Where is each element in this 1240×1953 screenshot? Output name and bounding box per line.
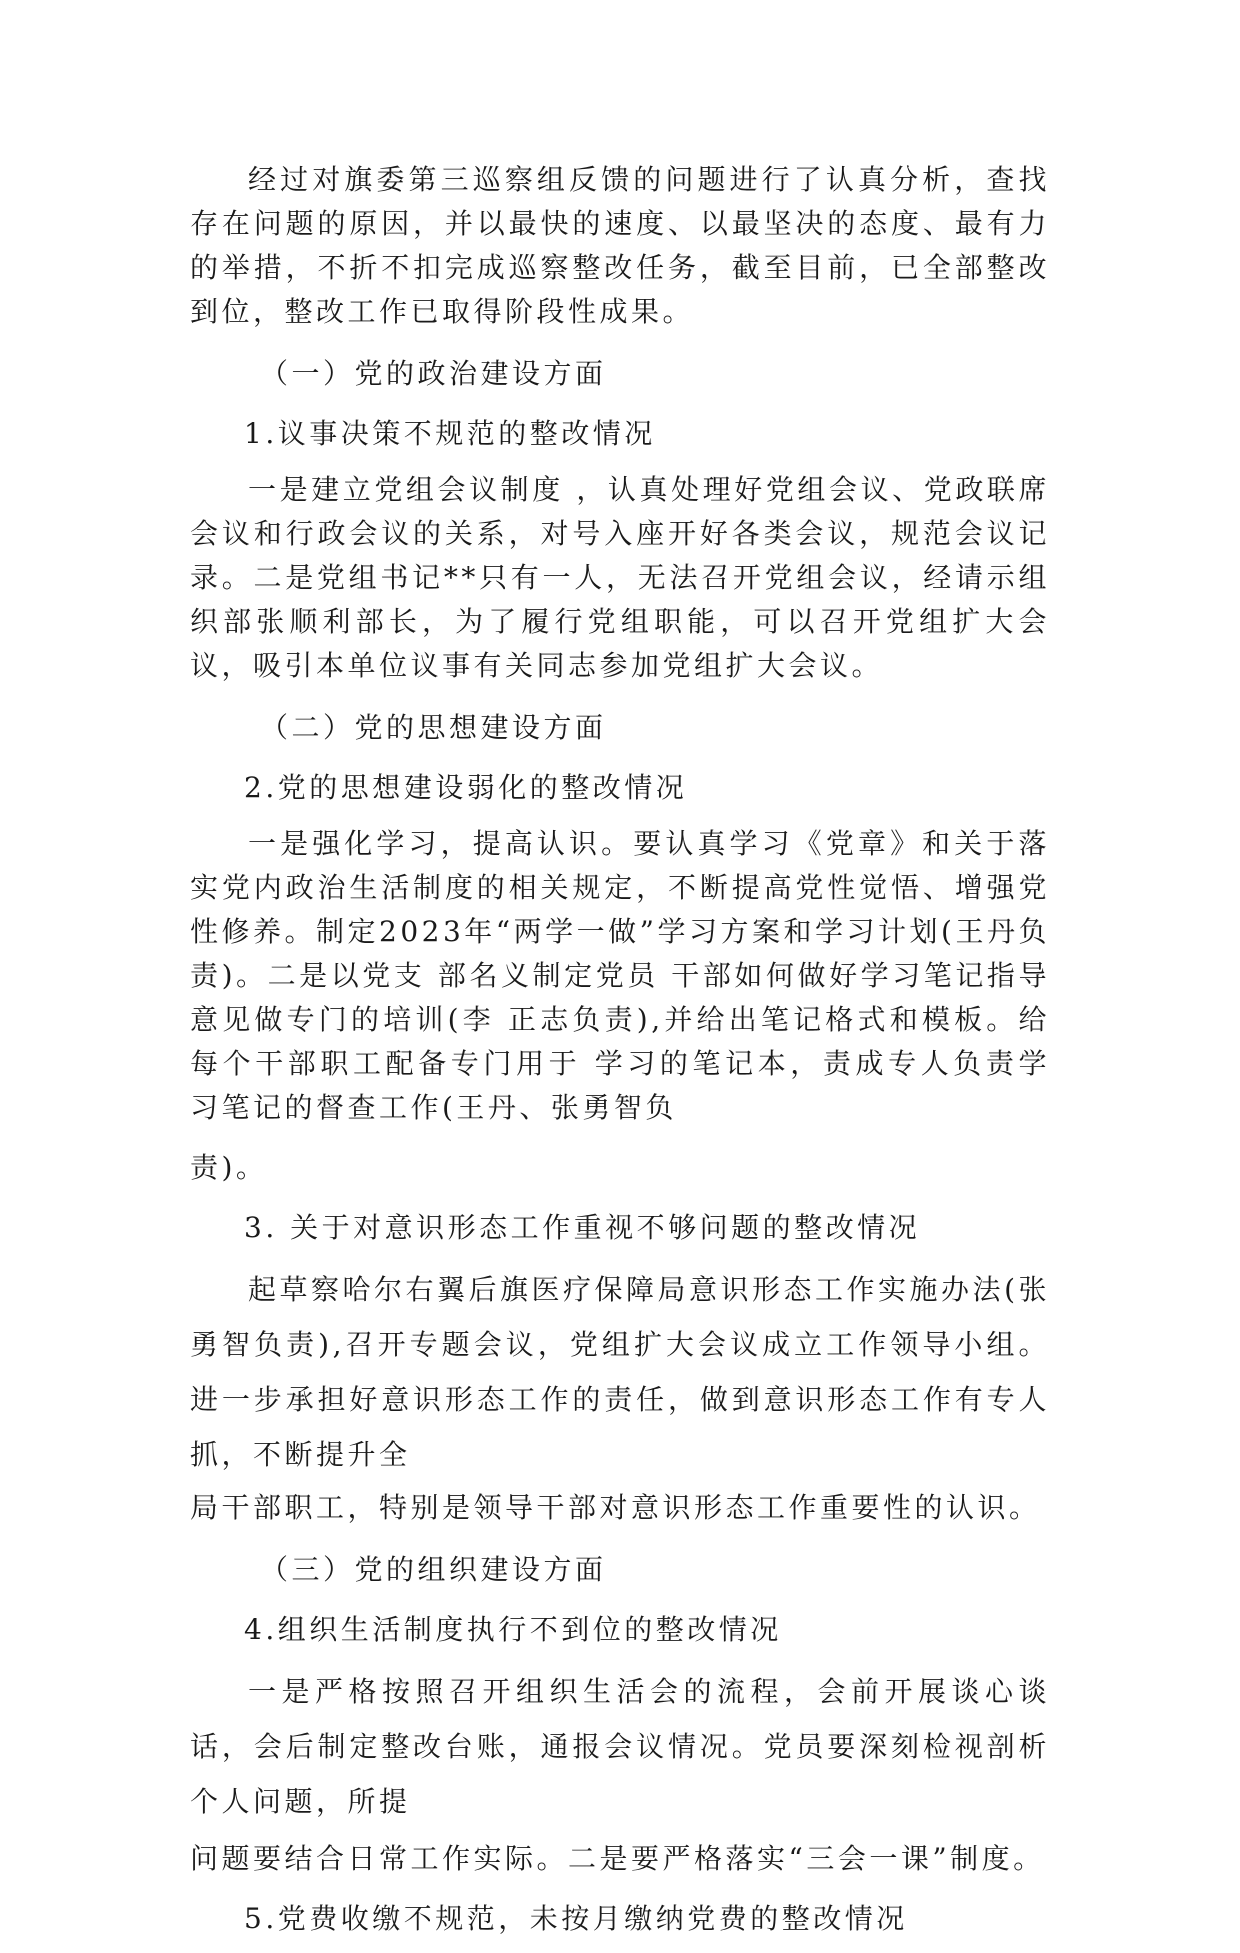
section-heading-organizational: （三）党的组织建设方面 <box>260 1553 607 1586</box>
intro-paragraph: 经过对旗委第三巡察组反馈的问题进行了认真分析，查找存在问题的原因，并以最快的速度、以最坚决的态度、最有力的举措，不折不扣完成巡察整改任务，截至目前，已全部整改到位，整改工作已取得阶段性成果。 <box>190 163 1050 328</box>
item-body-4b: 问题要结合日常工作实际。二是要严格落实“三会一课”制度。 <box>190 1842 1045 1875</box>
item-body-1: 一是建立党组会议制度 ，认真处理好党组会议、党政联席会议和行政会议的关系，对号入座开好各类会议，规范会议记录。二是党组书记**只有一人，无法召开党组会议，经请示组织部张顺利部长，为了履行党组职能，可以召开党组扩大会议，吸引本单位议事有关同志参加党组扩大会议。 <box>190 473 1050 682</box>
item-heading-4: 4.组织生活制度执行不到位的整改情况 <box>244 1613 782 1646</box>
item-body-2-tail: 责)。 <box>190 1151 268 1184</box>
item-heading-5: 5.党费收缴不规范，未按月缴纳党费的整改情况 <box>244 1902 908 1935</box>
item-body-2: 一是强化学习，提高认识。要认真学习《党章》和关于落实党内政治生活制度的相关规定，不断提高党性觉悟、增强党性修养。制定2023年“两学一做”学习方案和学习计划(王丹负责)。二是以党支 部名义制定党员 干部如何做好学习笔记指导意见做专门的培训(李 正志负责),并给出笔记格式和模板。给每个干部职工配备专门用于 学习的笔记本，责成专人负责学习笔记的督查工作(王丹、张勇智负 <box>190 827 1050 1124</box>
item-body-3b: 局干部职工，特别是领导干部对意识形态工作重要性的认识。 <box>190 1491 1041 1524</box>
document-body <box>190 158 1050 1953</box>
section-heading-ideological: （二）党的思想建设方面 <box>260 711 607 744</box>
item-heading-3: 3. 关于对意识形态工作重视不够问题的整改情况 <box>244 1211 921 1244</box>
section-heading-political: （一）党的政治建设方面 <box>260 357 607 390</box>
item-heading-1: 1.议事决策不规范的整改情况 <box>244 417 656 450</box>
item-body-4a: 一是严格按照召开组织生活会的流程，会前开展谈心谈话，会后制定整改台账，通报会议情况。党员要深刻检视剖析个人问题，所提 <box>190 1675 1050 1818</box>
item-body-3a: 起草察哈尔右翼后旗医疗保障局意识形态工作实施办法(张勇智负责),召开专题会议，党组扩大会议成立工作领导小组。进一步承担好意识形态工作的责任，做到意识形态工作有专人抓，不断提升全 <box>190 1273 1050 1471</box>
item-heading-2: 2.党的思想建设弱化的整改情况 <box>244 771 688 804</box>
